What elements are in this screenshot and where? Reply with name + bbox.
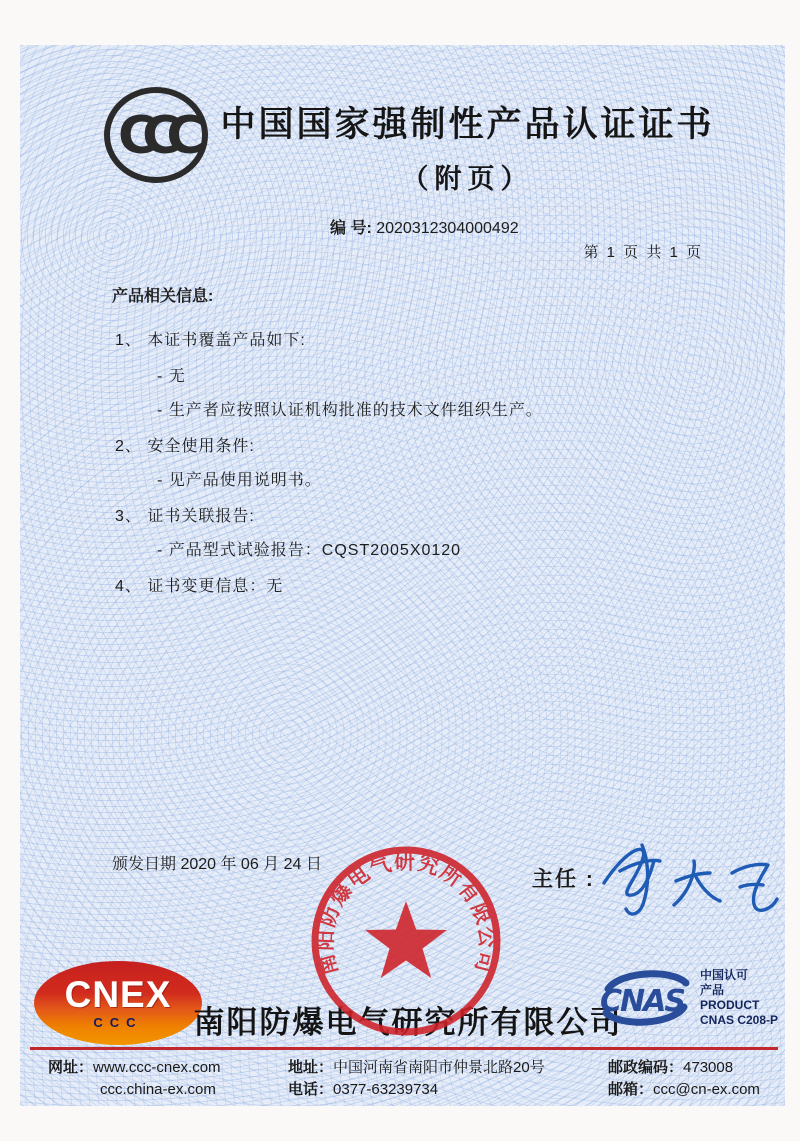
contact-address	[288, 1057, 598, 1101]
page-indicator: 第 1 页 共 1 页	[583, 244, 703, 261]
cnex-ccc-text: CCC	[93, 1015, 143, 1030]
body-line-4: 2、 安全使用条件:	[115, 438, 255, 455]
cnas-line-1: 中国认可	[700, 968, 749, 982]
contact-web	[48, 1057, 278, 1101]
serial-value: 2020312304000492	[376, 220, 519, 237]
certificate-blue-area	[20, 45, 785, 1106]
stamp-text: 南阳防爆电气研究所有限公司	[310, 847, 502, 980]
cnex-logo-text: CNEX	[64, 974, 172, 1015]
web-url-2: ccc.china-ex.com	[100, 1081, 216, 1098]
cnas-caption	[700, 968, 778, 1028]
director-signature	[598, 835, 798, 945]
issue-date: 颁发日期 2020 年 06 月 24 日	[112, 856, 322, 873]
company-stamp	[308, 843, 504, 1039]
body-line-2: - 无	[157, 368, 186, 385]
certificate-subtitle: （附页）	[401, 164, 534, 194]
section-title: 产品相关信息:	[112, 288, 214, 305]
certificate-title: 中国国家强制性产品认证证书	[220, 105, 715, 144]
body-line-1: 1、 本证书覆盖产品如下:	[115, 332, 306, 349]
issuer-company-name: 南阳防爆电气研究所有限公司	[193, 1005, 623, 1040]
body-line-7: - 产品型式试验报告：CQST2005X0120	[157, 542, 462, 559]
serial-label: 编 号:	[330, 220, 372, 237]
cnas-accreditation-block	[598, 967, 798, 1029]
contact-postal	[608, 1057, 783, 1101]
address-value: 中国河南省南阳市仲景北路20号	[333, 1059, 545, 1076]
cnas-logo-text: CNAS	[600, 984, 684, 1019]
serial-number-line	[330, 215, 519, 238]
address-label: 地址：	[288, 1059, 334, 1076]
body-line-5: - 见产品使用说明书。	[157, 472, 322, 489]
phone-label: 电话：	[288, 1081, 334, 1098]
footer-divider	[30, 1047, 778, 1050]
email-label: 邮箱：	[608, 1081, 654, 1098]
body-line-8: 4、 证书变更信息：无	[115, 578, 284, 595]
email-value: ccc@cn-ex.com	[653, 1081, 760, 1098]
svg-text:CCC: CCC	[118, 106, 191, 166]
cnas-line-3: PRODUCT	[700, 998, 760, 1012]
cnex-logo	[34, 961, 202, 1045]
cnas-line-2: 产品	[700, 983, 725, 997]
web-label: 网址：	[48, 1059, 94, 1076]
body-line-3: - 生产者应按照认证机构批准的技术文件组织生产。	[157, 402, 543, 419]
director-label: 主任 :	[532, 868, 595, 891]
zip-value: 473008	[683, 1059, 734, 1076]
stamp-star-icon	[365, 901, 447, 978]
cnas-line-4: CNAS C208-P	[700, 1013, 779, 1027]
cnas-logo-icon	[598, 967, 694, 1029]
zip-label: 邮政编码：	[608, 1059, 684, 1076]
phone-value: 0377-63239734	[333, 1081, 439, 1098]
web-url-1: www.ccc-cnex.com	[93, 1059, 221, 1076]
body-line-6: 3、 证书关联报告:	[115, 508, 255, 525]
